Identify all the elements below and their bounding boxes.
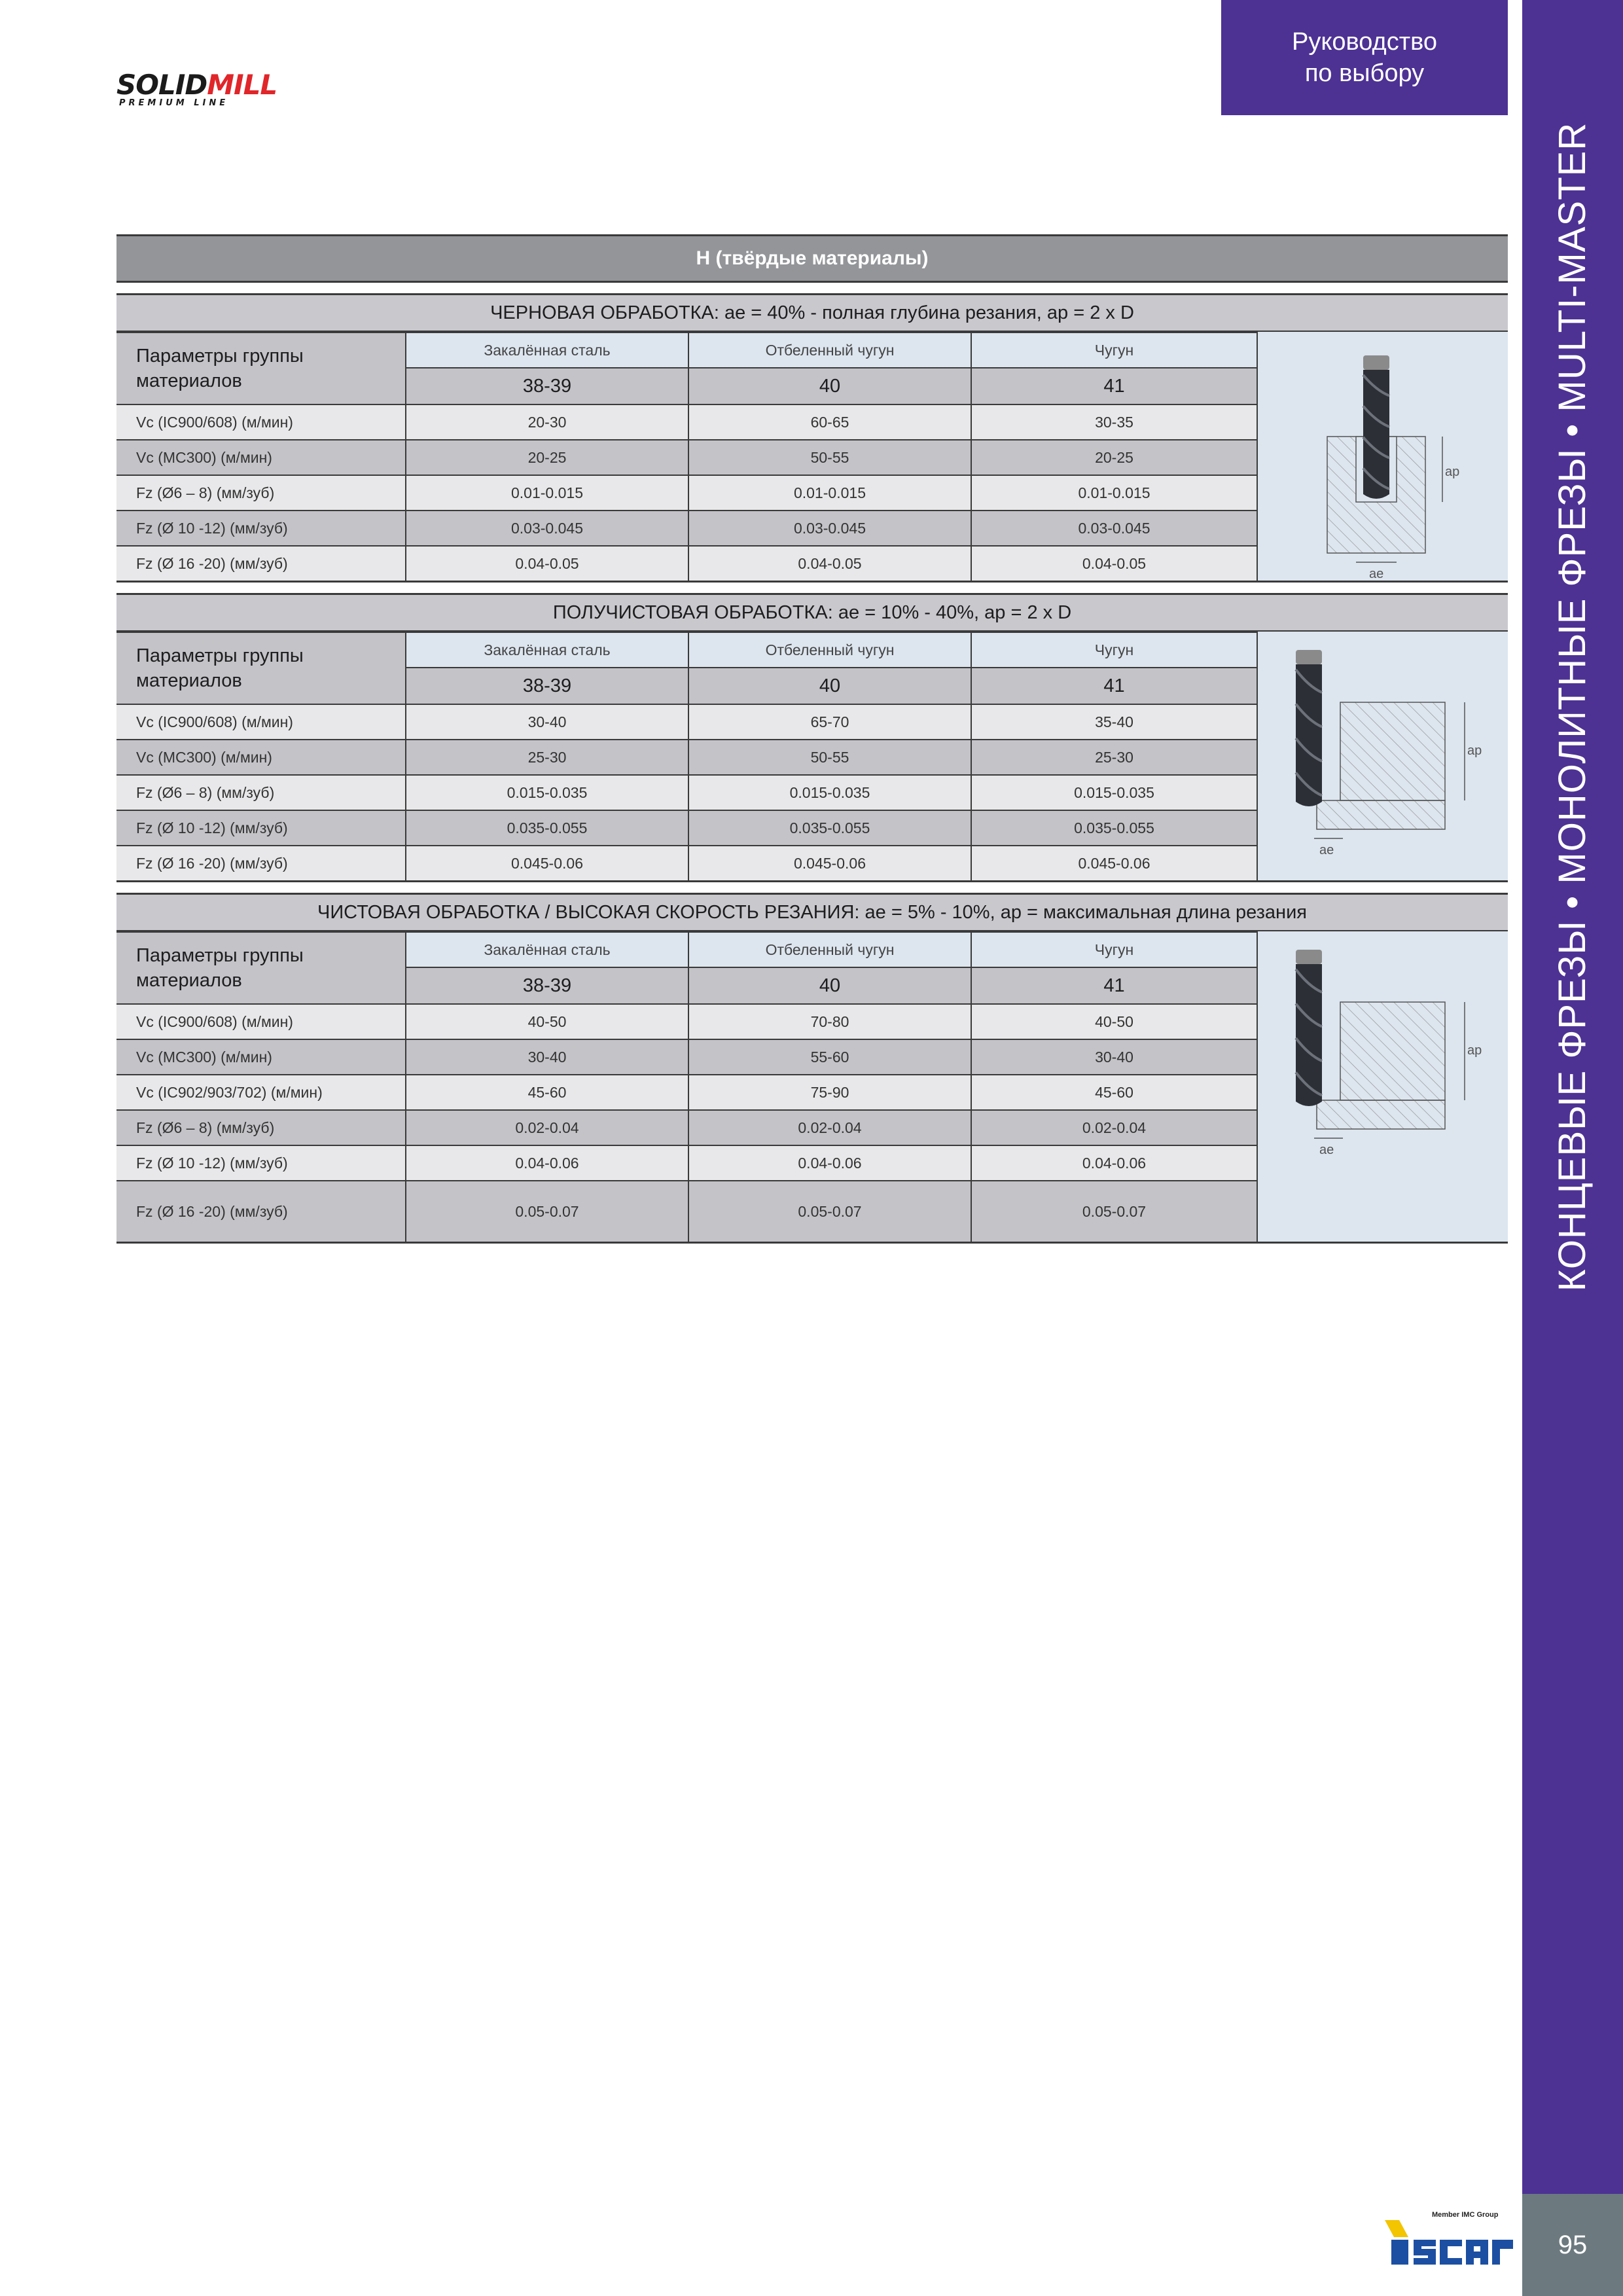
param-value: 0.03-0.045 [406,511,688,546]
param-name: Vc (MC300) (м/мин) [116,440,406,475]
material-header: Отбеленный чугун [688,932,971,967]
param-value: 75-90 [688,1075,971,1110]
cutting-data-table [116,632,1257,880]
param-name: Vc (IC900/608) (м/мин) [116,1004,406,1039]
param-value: 0.035-0.055 [971,810,1257,846]
table-row [116,775,1257,810]
param-value: 55-60 [688,1039,971,1075]
cutting-data-table [116,332,1257,581]
table-row [116,1075,1257,1110]
material-header: Чугун [971,632,1257,668]
param-name: Fz (Ø 16 -20) (мм/зуб) [116,1181,406,1242]
param-name: Vc (IC900/608) (м/мин) [116,404,406,440]
param-value: 0.045-0.06 [971,846,1257,880]
material-group-number: 40 [688,368,971,404]
param-value: 0.04-0.05 [406,546,688,581]
logo-word-solid: SOLID [116,69,207,101]
param-group-header: Параметры группы материалов [116,332,406,404]
param-group-header: Параметры группы материалов [116,932,406,1004]
material-group-number: 38-39 [406,368,688,404]
param-name: Fz (Ø 16 -20) (мм/зуб) [116,846,406,880]
material-group-title: H (твёрдые материалы) [116,234,1508,283]
sections-container [116,293,1508,1244]
table-row [116,1110,1257,1145]
end-mill-body [1296,664,1322,806]
param-value: 0.05-0.07 [688,1181,971,1242]
param-name: Fz (Ø 10 -12) (мм/зуб) [116,511,406,546]
param-value: 0.05-0.07 [406,1181,688,1242]
solidmill-logo-wordmark [116,71,288,99]
param-value: 40-50 [971,1004,1257,1039]
table-row [116,704,1257,740]
material-header: Закалённая сталь [406,632,688,668]
param-value: 45-60 [406,1075,688,1110]
param-value: 0.02-0.04 [688,1110,971,1145]
operation-section [116,893,1508,1244]
material-header: Закалённая сталь [406,332,688,368]
selection-guide-tab [1221,0,1508,115]
table-row [116,511,1257,546]
operation-grid [116,630,1508,882]
param-name: Fz (Ø6 – 8) (мм/зуб) [116,475,406,511]
table-row [116,846,1257,880]
param-name: Vc (IC902/903/702) (м/мин) [116,1075,406,1110]
machining-diagram [1257,931,1508,1242]
param-name: Vc (MC300) (м/мин) [116,740,406,775]
param-value: 70-80 [688,1004,971,1039]
param-name: Vc (IC900/608) (м/мин) [116,704,406,740]
param-value: 0.045-0.06 [406,846,688,880]
param-value: 30-40 [406,1039,688,1075]
param-value: 0.03-0.045 [688,511,971,546]
table-row [116,1004,1257,1039]
workpiece-block [1340,1002,1445,1100]
param-value: 40-50 [406,1004,688,1039]
page-number-box [1522,2194,1623,2296]
param-value: 20-25 [971,440,1257,475]
iscar-member-text: Member IMC Group [1432,2211,1499,2219]
material-header: Отбеленный чугун [688,632,971,668]
param-value: 0.04-0.06 [406,1145,688,1181]
param-name: Fz (Ø6 – 8) (мм/зуб) [116,775,406,810]
param-value: 30-35 [971,404,1257,440]
cutting-data-tables [116,234,1508,1244]
machining-diagram [1257,632,1508,880]
iscar-logo-graphic [1385,2211,1513,2271]
param-value: 0.015-0.035 [971,775,1257,810]
param-value: 20-25 [406,440,688,475]
param-value: 30-40 [406,704,688,740]
param-name: Fz (Ø6 – 8) (мм/зуб) [116,1110,406,1145]
page-number: 95 [1558,2231,1588,2259]
iscar-logo [1385,2211,1513,2271]
ae-label: ae [1319,843,1334,857]
operation-grid [116,930,1508,1244]
table-row [116,1181,1257,1242]
workpiece-step [1317,800,1445,829]
param-name: Fz (Ø 10 -12) (мм/зуб) [116,810,406,846]
material-header: Чугун [971,932,1257,967]
param-value: 0.05-0.07 [971,1181,1257,1242]
material-header: Отбеленный чугун [688,332,971,368]
param-value: 0.01-0.015 [971,475,1257,511]
material-group-number: 40 [688,668,971,704]
logo-word-mill: MILL [207,69,277,101]
param-value: 0.03-0.045 [971,511,1257,546]
material-group-number: 38-39 [406,967,688,1004]
param-value: 0.045-0.06 [688,846,971,880]
param-name: Fz (Ø 10 -12) (мм/зуб) [116,1145,406,1181]
param-value: 50-55 [688,440,971,475]
machining-diagram [1257,332,1508,581]
operation-title: ПОЛУЧИСТОВАЯ ОБРАБОТКА: ae = 10% - 40%, ap = 2 x D [116,593,1508,630]
table-row [116,546,1257,581]
end-mill-body [1296,964,1322,1106]
ae-label: ae [1319,1143,1334,1157]
operation-title: ЧИСТОВАЯ ОБРАБОТКА / ВЫСОКАЯ СКОРОСТЬ РЕЗАНИЯ: ae = 5% - 10%, ap = максимальная длина резания [116,893,1508,930]
side-band-text-area [1522,0,1623,2194]
param-value: 0.01-0.015 [406,475,688,511]
table-row [116,1145,1257,1181]
material-group-number: 38-39 [406,668,688,704]
param-value: 0.02-0.04 [971,1110,1257,1145]
param-value: 30-40 [971,1039,1257,1075]
end-mill-shank [1296,650,1322,664]
param-value: 0.035-0.055 [688,810,971,846]
material-group-number: 40 [688,967,971,1004]
operation-title: ЧЕРНОВАЯ ОБРАБОТКА: ae = 40% - полная глубина резания, ap = 2 x D [116,293,1508,331]
cutting-data-table [116,931,1257,1242]
param-name: Vc (MC300) (м/мин) [116,1039,406,1075]
machining-diagram-graphic [1258,632,1509,893]
table-row [116,475,1257,511]
param-value: 0.01-0.015 [688,475,971,511]
material-header: Закалённая сталь [406,932,688,967]
param-name: Fz (Ø 16 -20) (мм/зуб) [116,546,406,581]
workpiece-block [1340,702,1445,800]
param-value: 45-60 [971,1075,1257,1110]
param-value: 25-30 [971,740,1257,775]
param-value: 35-40 [971,704,1257,740]
param-value: 0.04-0.06 [688,1145,971,1181]
operation-section [116,593,1508,882]
param-value: 20-30 [406,404,688,440]
param-value: 0.015-0.035 [688,775,971,810]
solidmill-logo-subline: PREMIUM LINE [119,98,229,108]
material-group-number: 41 [971,368,1257,404]
material-group-number: 41 [971,967,1257,1004]
operation-grid [116,331,1508,583]
param-value: 65-70 [688,704,971,740]
param-group-header: Параметры группы материалов [116,632,406,704]
guide-tab-line-2: по выбору [1304,60,1425,87]
param-value: 50-55 [688,740,971,775]
machining-diagram-graphic [1258,332,1509,594]
param-value: 0.04-0.06 [971,1145,1257,1181]
ap-label: ap [1445,465,1460,479]
solidmill-logo [116,71,288,110]
table-row [116,740,1257,775]
param-value: 60-65 [688,404,971,440]
operation-section [116,293,1508,583]
table-row [116,440,1257,475]
section-label-vertical: КОНЦЕВЫЕ ФРЕЗЫ • МОНОЛИТНЫЕ ФРЕЗЫ • MULTI-MASTER [1551,122,1594,1292]
param-value: 0.015-0.035 [406,775,688,810]
machining-diagram-graphic [1258,931,1509,1193]
end-mill-shank [1296,950,1322,964]
table-row [116,810,1257,846]
workpiece-step [1317,1100,1445,1129]
table-row [116,404,1257,440]
param-value: 0.02-0.04 [406,1110,688,1145]
param-value: 0.04-0.05 [688,546,971,581]
param-value: 0.04-0.05 [971,546,1257,581]
material-header: Чугун [971,332,1257,368]
ap-label: ap [1467,1043,1482,1058]
guide-tab-line-1: Руководство [1291,28,1438,56]
param-value: 0.035-0.055 [406,810,688,846]
material-group-number: 41 [971,668,1257,704]
table-row [116,1039,1257,1075]
end-mill-shank [1363,355,1389,370]
ap-label: ap [1467,744,1482,758]
ae-label: ae [1369,567,1384,581]
param-value: 25-30 [406,740,688,775]
